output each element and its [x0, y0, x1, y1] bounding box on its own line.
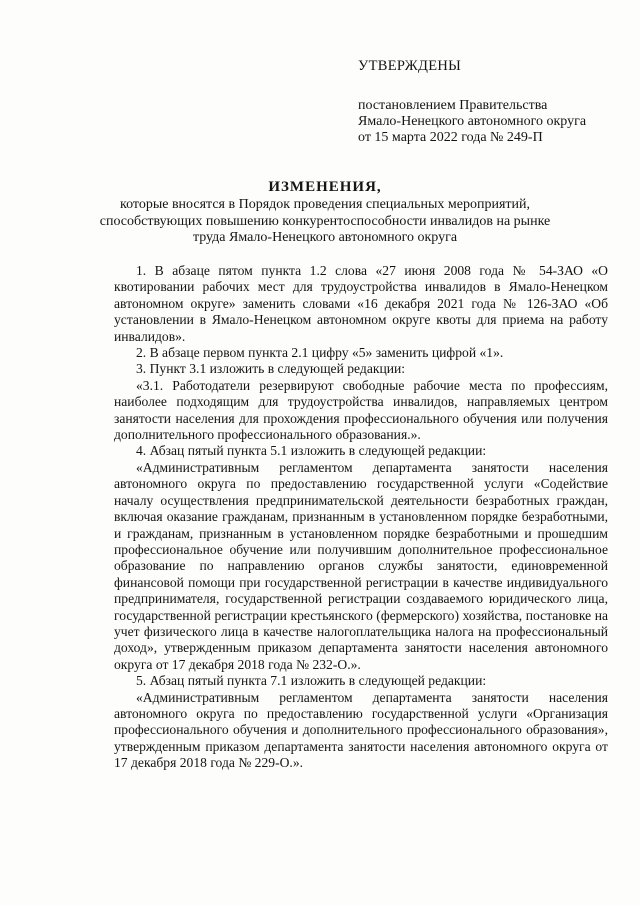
- amendment-paragraph: 5. Абзац пятый пункта 7.1 изложить в следующей редакции:: [136, 673, 487, 689]
- approval-heading: УТВЕРЖДЕНЫ: [358, 58, 462, 74]
- amendment-paragraph: 1. В абзаце пятом пункта 1.2 слова «27 июня 2008 года № 54-ЗАО «О квотировании рабочих мест для трудоустройства инвалидов в Ямало-Ненецком автономном округе» заменить словами «16 декабря 2021 года № 126-ЗАО «Об установлении в Ямало-Ненецком автономном округе квоты для приема на работу инвалидов».: [114, 263, 608, 344]
- document-title-block: [95, 178, 555, 247]
- approval-line: постановлением Правительства: [358, 98, 548, 113]
- amendment-paragraph: 4. Абзац пятый пункта 5.1 изложить в следующей редакции:: [136, 443, 487, 459]
- approval-line: Ямало-Ненецкого автономного округа: [358, 114, 587, 129]
- document-subtitle-line: способствующих повышению конкурентоспособности инвалидов на рынке: [99, 213, 551, 229]
- approval-stamp: [358, 58, 618, 146]
- document-title: ИЗМЕНЕНИЯ,: [268, 179, 382, 195]
- document-subtitle-line: которые вносятся в Порядок проведения специальных мероприятий,: [119, 197, 530, 212]
- amendment-paragraph: «Административным регламентом департамента занятости населения автономного округа по предоставлению государственной услуги «Организация профессионального обучения и дополнительного профессионального образования», утвержденным приказом департамента занятости населения автономного округа от 17 декабря 2018 года № 229-О.».: [114, 689, 608, 771]
- document-subtitle-line: труда Ямало-Ненецкого автономного округа: [192, 230, 458, 245]
- amendment-paragraph: «3.1. Работодатели резервируют свободные рабочие места по профессиям, наиболее подходящим для трудоустройства инвалидов, направляемых центром занятости населения для прохождения профессионального обучения или получения дополнительного профессионального образования.».: [114, 377, 608, 443]
- amendment-paragraph: 2. В абзаце первом пункта 2.1 цифру «5» заменить цифрой «1».: [136, 345, 504, 361]
- approval-line: от 15 марта 2022 года № 249-П: [358, 130, 543, 145]
- amendment-paragraph: «Административным регламентом департамента занятости населения автономного округа по предоставлению государственной услуги «Содействие началу осуществления предпринимательской деятельности безработных граждан, включая оказание гражданам, признанным в установленном порядке безработными, и гражданам, признанным в установленном порядке безработными и прошедшим профессиональное обучение или получившим дополнительное профессиональное образование по направлению органов службы занятости, единовременной финансовой помощи при государственной регистрации в качестве индивидуального предпринимателя, государственной регистрации создаваемого юридического лица, государственной регистрации крестьянского (фермерского) хозяйства, постановке на учет физического лица в качестве налогоплательщика налога на профессиональный доход», утвержденным приказом департамента занятости населения автономного округа от 17 декабря 2018 года № 232-О.».: [114, 459, 608, 672]
- amendment-paragraph: 3. Пункт 3.1 изложить в следующей редакции:: [136, 361, 406, 377]
- document-body: [114, 263, 608, 772]
